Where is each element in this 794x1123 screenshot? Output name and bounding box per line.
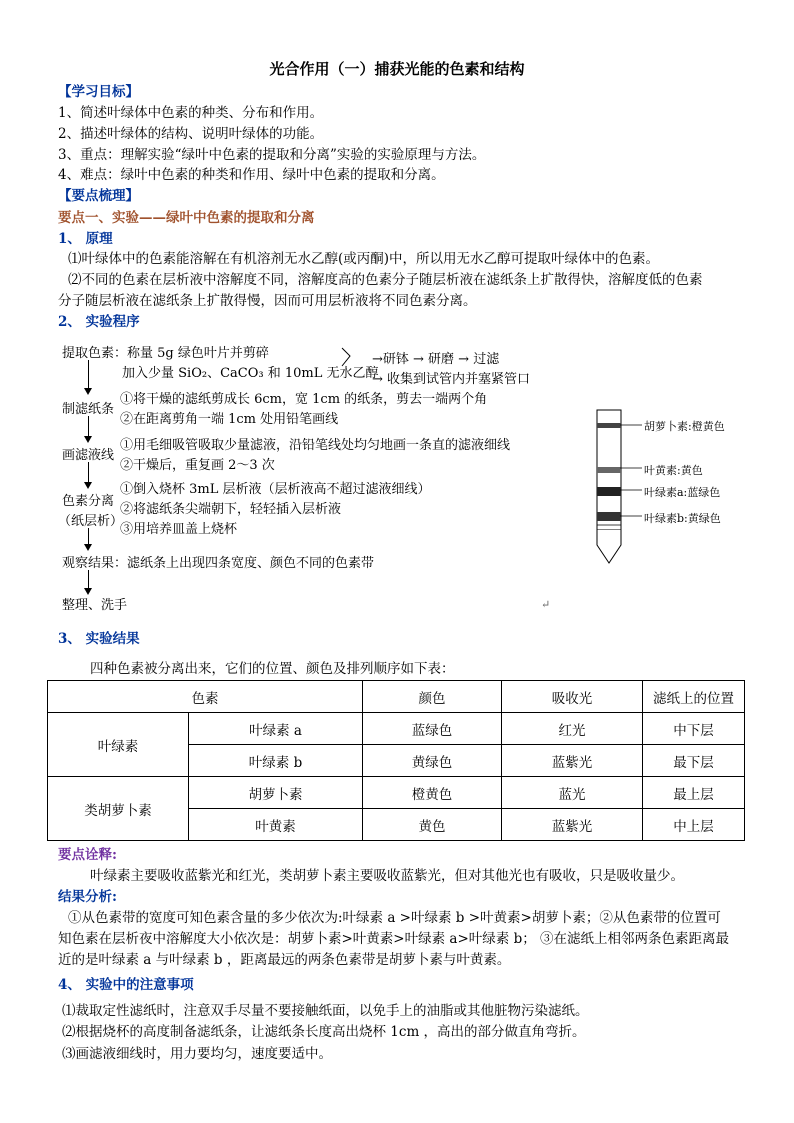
table-header: 吸收光 <box>502 681 643 713</box>
proc-extract: 提取色素：称量 5g 绿色叶片并剪碎 <box>62 346 269 361</box>
table-cell: 最上层 <box>643 777 745 809</box>
band-label-carotene: 胡萝卜素:橙黄色 <box>644 420 725 433</box>
table-cell: 最下层 <box>643 745 745 777</box>
table-cell: 叶黄素 <box>189 809 363 841</box>
band-label-chl-a: 叶绿素a:蓝绿色 <box>644 486 721 499</box>
table-header: 色素 <box>48 681 363 713</box>
analysis-l1: ①从色素带的宽度可知色素含量的多少依次为:叶绿素 a >叶绿素 b >叶黄素>胡萝卜素；②从色素带的位置可 <box>68 910 721 926</box>
band-label-chl-b: 叶绿素b:黄绿色 <box>644 512 721 525</box>
analysis-heading: 结果分析: <box>58 889 117 905</box>
proc-step4: 色素分离 <box>62 494 115 509</box>
proc-step2a: ①将干燥的滤纸剪成长 6cm，宽 1cm 的纸条，剪去一端两个角 <box>120 392 488 407</box>
principle-heading: 1、 原理 <box>58 231 113 247</box>
principle-p2a: ⑵不同的色素在层析液中溶解度不同，溶解度高的色素分子随层析液在滤纸条上扩散得快，溶解度低的色素 <box>68 272 703 288</box>
results-heading: 3、 实验结果 <box>58 631 140 647</box>
table-cell: 中上层 <box>643 809 745 841</box>
procedure-heading: 2、 实验程序 <box>58 314 140 330</box>
proc-right1: →研钵 → 研磨 → 过滤 <box>372 352 500 367</box>
table-row <box>48 713 745 745</box>
notes-heading: 4、 实验中的注意事项 <box>58 977 194 993</box>
proc-step4a: ①倒入烧杯 3mL 层析液（层析液高不超过滤液细线） <box>120 482 431 497</box>
table-cell: 橙黄色 <box>363 777 502 809</box>
principle-p1: ⑴叶绿体中的色素能溶解在有机溶剂无水乙醇(或丙酮)中，所以用无水乙醇可提取叶绿体中的色素。 <box>68 251 660 267</box>
proc-step4b: ②将滤纸条尖端朝下，轻轻插入层析液 <box>120 502 342 517</box>
table-cell: 叶绿素 a <box>189 713 363 745</box>
proc-step5: 观察结果：滤纸条上出现四条宽度、颜色不同的色素带 <box>62 556 375 571</box>
goal-item: 2、描述叶绿体的结构、说明叶绿体的功能。 <box>58 126 324 142</box>
procedure-flowchart: 提取色素：称量 5g 绿色叶片并剪碎 加入少量 SiO₂、CaCO₃ 和 10mL 无水乙醇 →研钵 → 研磨 → 过滤 → 收集到试管内并塞紧管口 制滤纸条 ①将干燥的滤纸剪成长 6cm，宽 1cm 的纸条，剪去一端两个角 ②在距离剪角一端 1cm 处用铅笔画线 画滤液线 ①用毛细吸管吸取少量滤液，沿铅笔线处均匀地画一条直的滤液细线 ②干燥后，重复画 2～3 次 色素分离 （纸层析） ①倒入烧杯 3mL 层析液（层析液高不超过滤液细线） ②将滤纸条尖端朝下，轻轻插入层析液 ③用培养皿盖上烧杯 观察结果：滤纸条上出现四条宽度、颜色不同的色素带 整理、洗手 ↵ 胡萝卜素:橙黄色 叶黄素:黄色 叶绿素a:蓝绿色 叶绿素b:黄绿色 <box>0 0 794 1123</box>
analysis-l3: 近的是叶绿素 a 与叶绿素 b ，距离最远的两条色素带是胡萝卜素与叶黄素。 <box>58 952 511 968</box>
goal-item: 4、难点：绿叶中色素的种类和作用、绿叶中色素的提取和分离。 <box>58 167 445 183</box>
explain-heading: 要点诠释: <box>58 847 117 863</box>
band-label-xanthophyll: 叶黄素:黄色 <box>644 464 703 477</box>
note-item: ⑴裁取定性滤纸时，注意双手尽量不要接触纸面，以免手上的油脂或其他脏物污染滤纸。 <box>62 1003 589 1019</box>
table-cell: 蓝绿色 <box>363 713 502 745</box>
proc-step3b: ②干燥后，重复画 2～3 次 <box>120 458 275 473</box>
proc-add: 加入少量 SiO₂、CaCO₃ 和 10mL 无水乙醇 <box>122 366 379 381</box>
table-cell: 黄色 <box>363 809 502 841</box>
goal-item: 3、重点：理解实验“绿叶中色素的提取和分离”实验的实验原理与方法。 <box>58 147 486 163</box>
table-header: 颜色 <box>363 681 502 713</box>
table-cell: 蓝紫光 <box>502 809 643 841</box>
point1-heading: 要点一、实验——绿叶中色素的提取和分离 <box>58 210 315 226</box>
table-cell: 黄绿色 <box>363 745 502 777</box>
table-cell: 蓝光 <box>502 777 643 809</box>
note-item: ⑵根据烧杯的高度制备滤纸条，让滤纸条长度高出烧杯 1cm ，高出的部分做直角弯折。 <box>62 1024 586 1040</box>
table-header: 滤纸上的位置 <box>643 681 745 713</box>
proc-step3: 画滤液线 <box>62 448 115 463</box>
proc-step6: 整理、洗手 <box>62 598 128 613</box>
page-title: 光合作用（一）捕获光能的色素和结构 <box>269 60 525 78</box>
goal-item: 1、简述叶绿体中色素的种类、分布和作用。 <box>58 105 324 121</box>
proc-step2b: ②在距离剪角一端 1cm 处用铅笔画线 <box>120 412 339 427</box>
note-item: ⑶画滤液细线时，用力要均匀，速度要适中。 <box>62 1046 332 1062</box>
proc-step4p: （纸层析） <box>58 514 124 529</box>
table-row <box>48 777 745 809</box>
principle-p2b: 分子随层析液在滤纸条上扩散得慢，因而可用层析液将不同色素分离。 <box>58 293 477 309</box>
explain-text: 叶绿素主要吸收蓝紫光和红光，类胡萝卜素主要吸收蓝紫光，但对其他光也有吸收，只是吸收量少。 <box>90 868 684 884</box>
results-table <box>47 680 745 841</box>
analysis-l2: 知色素在层析夜中溶解度大小依次是：胡萝卜素>叶黄素>叶绿素 a>叶绿素 b； ③在滤纸上相邻两条色素距离最 <box>58 931 729 947</box>
proc-right2: → 收集到试管内并塞紧管口 <box>372 372 531 387</box>
proc-step2: 制滤纸条 <box>62 402 115 417</box>
table-cell: 红光 <box>502 713 643 745</box>
table-cell: 蓝紫光 <box>502 745 643 777</box>
table-cell: 叶绿素 b <box>189 745 363 777</box>
summary-heading: 【要点梳理】 <box>58 188 139 204</box>
table-group: 叶绿素 <box>48 713 189 777</box>
proc-step3a: ①用毛细吸管吸取少量滤液，沿铅笔线处均匀地画一条直的滤液细线 <box>120 438 511 453</box>
table-header-row <box>48 681 745 713</box>
goals-heading: 【学习目标】 <box>58 84 139 100</box>
table-cell: 胡萝卜素 <box>189 777 363 809</box>
chromatography-strip <box>585 405 645 570</box>
table-cell: 中下层 <box>643 713 745 745</box>
proc-step4c: ③用培养皿盖上烧杯 <box>120 522 238 537</box>
brace-arrow <box>340 346 380 376</box>
results-intro: 四种色素被分离出来，它们的位置、颜色及排列顺序如下表： <box>90 661 455 677</box>
table-group: 类胡萝卜素 <box>48 777 189 841</box>
